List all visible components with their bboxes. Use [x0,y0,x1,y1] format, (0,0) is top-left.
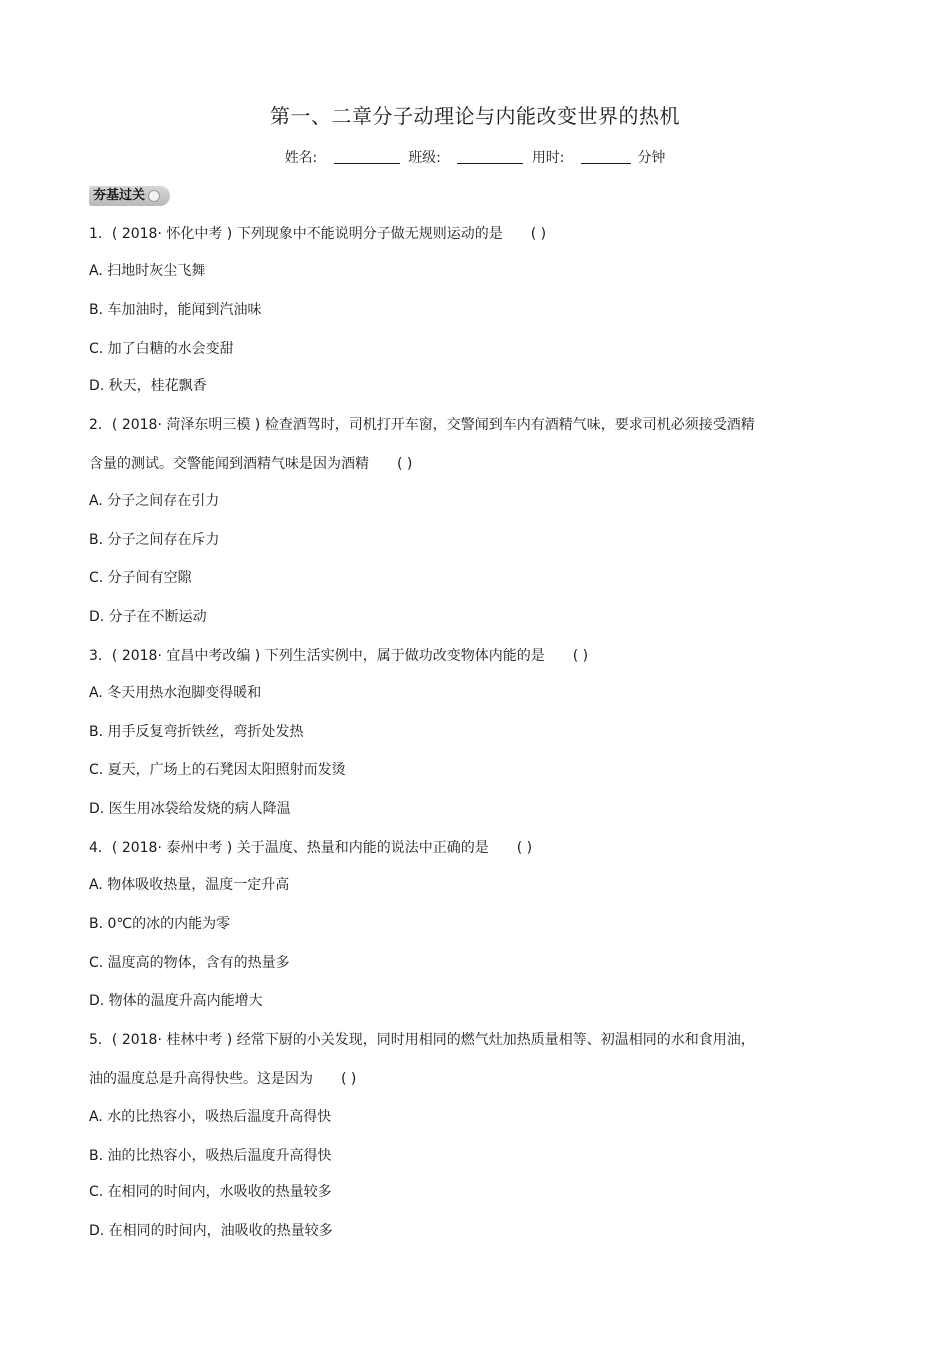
question-1-option-d: D. 秋天，桂花飘香 [89,378,207,394]
page-title: 第一、二章分子动理论与内能改变世界的热机 [270,104,680,128]
answer-paren: ( ) [341,1071,357,1087]
question-5-option-b: B. 油的比热容小，吸热后温度升高得快 [89,1148,332,1164]
question-1-option-c: C. 加了白糖的水会变甜 [89,341,234,357]
answer-paren: ( ) [572,648,589,664]
question-3-option-d: D. 医生用冰袋给发烧的病人降温 [89,801,291,817]
question-2-stem-line-1: 2．( 2018· 菏泽东明三模 ) 检查酒驾时，司机打开车窗，交警闻到车内有酒精气味，要求司机必须接受酒精 [89,417,755,433]
question-4-option-c: C. 温度高的物体，含有的热量多 [89,955,290,971]
question-2-option-a: A. 分子之间存在引力 [89,493,220,509]
answer-paren: ( ) [530,226,547,242]
question-3-option-a: A. 冬天用热水泡脚变得暖和 [89,685,262,701]
question-1-option-b: B. 车加油时，能闻到汽油味 [89,302,262,318]
question-5-option-c: C. 在相同的时间内，水吸收的热量较多 [89,1184,332,1200]
question-2-stem-line-2: 含量的测试。交警能闻到酒精气味是因为酒精 ( ) [89,456,413,472]
question-3-stem: 3．( 2018· 宜昌中考改编 ) 下列生活实例中，属于做功改变物体内能的是 ( ) [89,648,589,664]
answer-paren: ( ) [397,456,413,472]
time-blank[interactable] [581,149,631,164]
question-1-stem: 1．( 2018· 怀化中考 ) 下列现象中不能说明分子做无规则运动的是 ( ) [89,226,547,242]
class-blank[interactable] [457,149,523,164]
time-label: 用时: [531,150,565,166]
name-label: 姓名: [284,150,318,166]
student-info-line [0,147,950,167]
question-2-option-c: C. 分子间有空隙 [89,570,192,586]
question-1-option-a: A. 扫地时灰尘飞舞 [89,263,206,279]
question-5-option-a: A. 水的比热容小，吸热后温度升高得快 [89,1109,332,1125]
question-3-option-b: B. 用手反复弯折铁丝，弯折处发热 [89,724,304,740]
question-4-option-d: D. 物体的温度升高内能增大 [89,993,263,1009]
question-4-option-a: A. 物体吸收热量，温度一定升高 [89,877,290,893]
question-4-stem: 4．( 2018· 泰州中考 ) 关于温度、热量和内能的说法中正确的是 ( ) [89,840,533,856]
section-badge-label: 夯基过关 [93,188,146,203]
question-5-option-d: D. 在相同的时间内，油吸收的热量较多 [89,1223,333,1239]
question-2-option-b: B. 分子之间存在斥力 [89,532,220,548]
question-3-option-c: C. 夏天，广场上的石凳因太阳照射而发烫 [89,762,346,778]
answer-paren: ( ) [516,840,533,856]
question-4-option-b: B. 0℃的冰的内能为零 [89,916,231,932]
name-blank[interactable] [334,149,400,164]
circle-icon [148,190,160,202]
class-label: 班级: [408,150,441,166]
minute-label: 分钟 [637,150,666,166]
section-badge [89,186,170,206]
question-5-stem-line-2: 油的温度总是升高得快些。这是因为 ( ) [89,1071,357,1087]
question-5-stem-line-1: 5．( 2018· 桂林中考 ) 经常下厨的小关发现，同时用相同的燃气灶加热质量相等、初温相同的水和食用油， [89,1032,755,1048]
question-2-option-d: D. 分子在不断运动 [89,609,207,625]
